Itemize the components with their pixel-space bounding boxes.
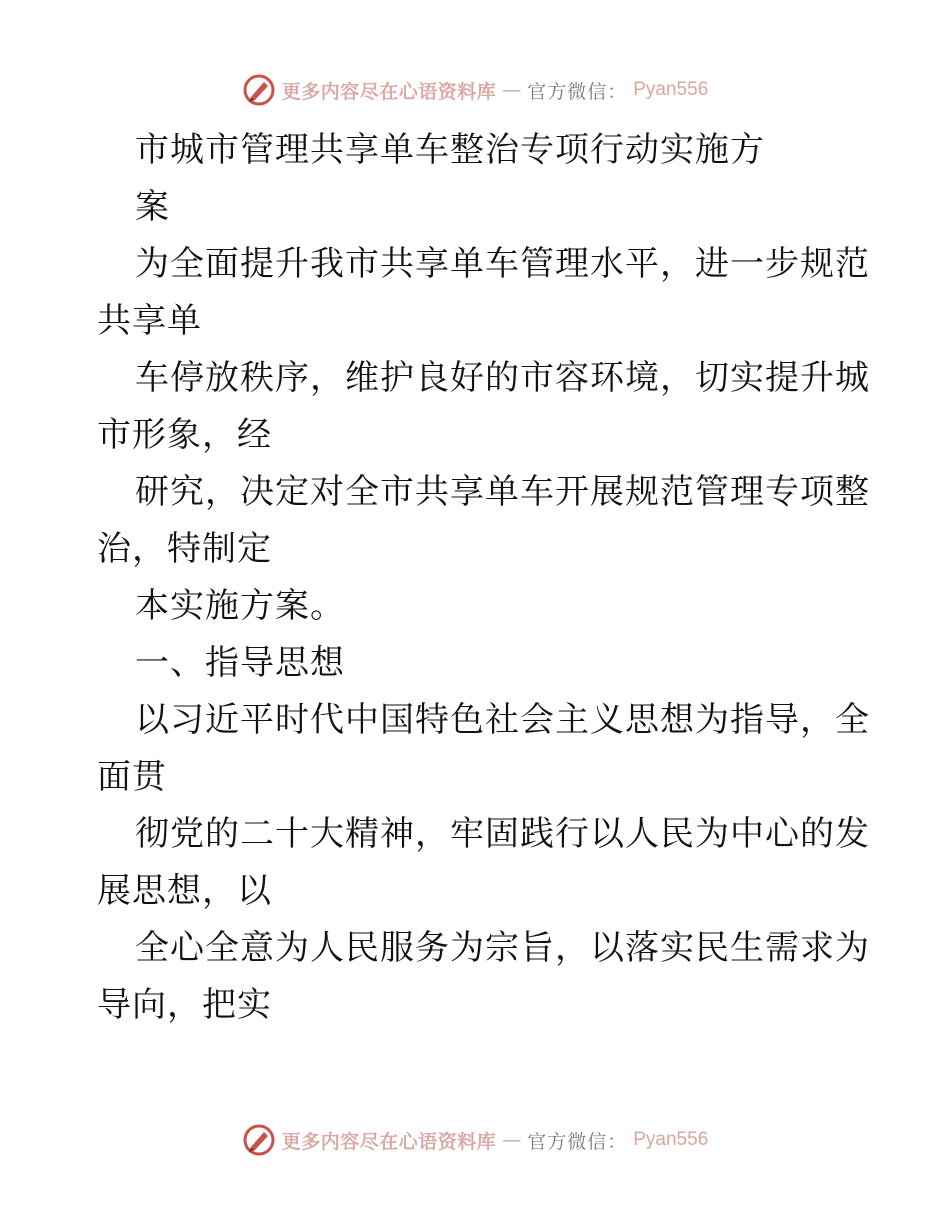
document-title-line-1: 市城市管理共享单车整治专项行动实施方 [135,130,765,170]
watermark-label: 官方微信： [527,1130,628,1153]
paragraph-line: 导向，把实 [97,985,272,1025]
pen-logo-icon [242,73,276,107]
paragraph-line: 共享单 [97,301,202,341]
header-watermark [0,70,950,110]
document-body [97,122,870,1034]
watermark-site-text: 更多内容尽在心语资料库 [281,1130,497,1153]
paragraph-line: 研究，决定对全市共享单车开展规范管理专项整 [135,472,870,512]
watermark-site-text: 更多内容尽在心语资料库 [281,80,497,103]
watermark-id: Pyan556 [633,1129,709,1150]
paragraph-line: 市形象，经 [97,415,272,455]
paragraph-line: 本实施方案。 [135,586,345,626]
paragraph-line: 展思想，以 [97,871,272,911]
watermark-dash: — [502,79,522,101]
paragraph-line: 为全面提升我市共享单车管理水平，进一步规范 [135,244,870,284]
paragraph-line: 以习近平时代中国特色社会主义思想为指导，全 [135,700,870,740]
document-title-line-2: 案 [135,187,170,227]
paragraph-line: 治，特制定 [97,529,272,569]
footer-watermark [0,1120,950,1160]
watermark-id: Pyan556 [633,79,709,100]
paragraph-line: 车停放秩序，维护良好的市容环境，切实提升城 [135,358,870,398]
paragraph-line: 面贯 [97,757,167,797]
pen-logo-icon [242,1123,276,1157]
watermark-label: 官方微信： [527,80,628,103]
section-heading: 一、指导思想 [135,643,345,683]
watermark-dash: — [502,1129,522,1151]
paragraph-line: 彻党的二十大精神，牢固践行以人民为中心的发 [135,814,870,854]
paragraph-line: 全心全意为人民服务为宗旨，以落实民生需求为 [135,928,870,968]
